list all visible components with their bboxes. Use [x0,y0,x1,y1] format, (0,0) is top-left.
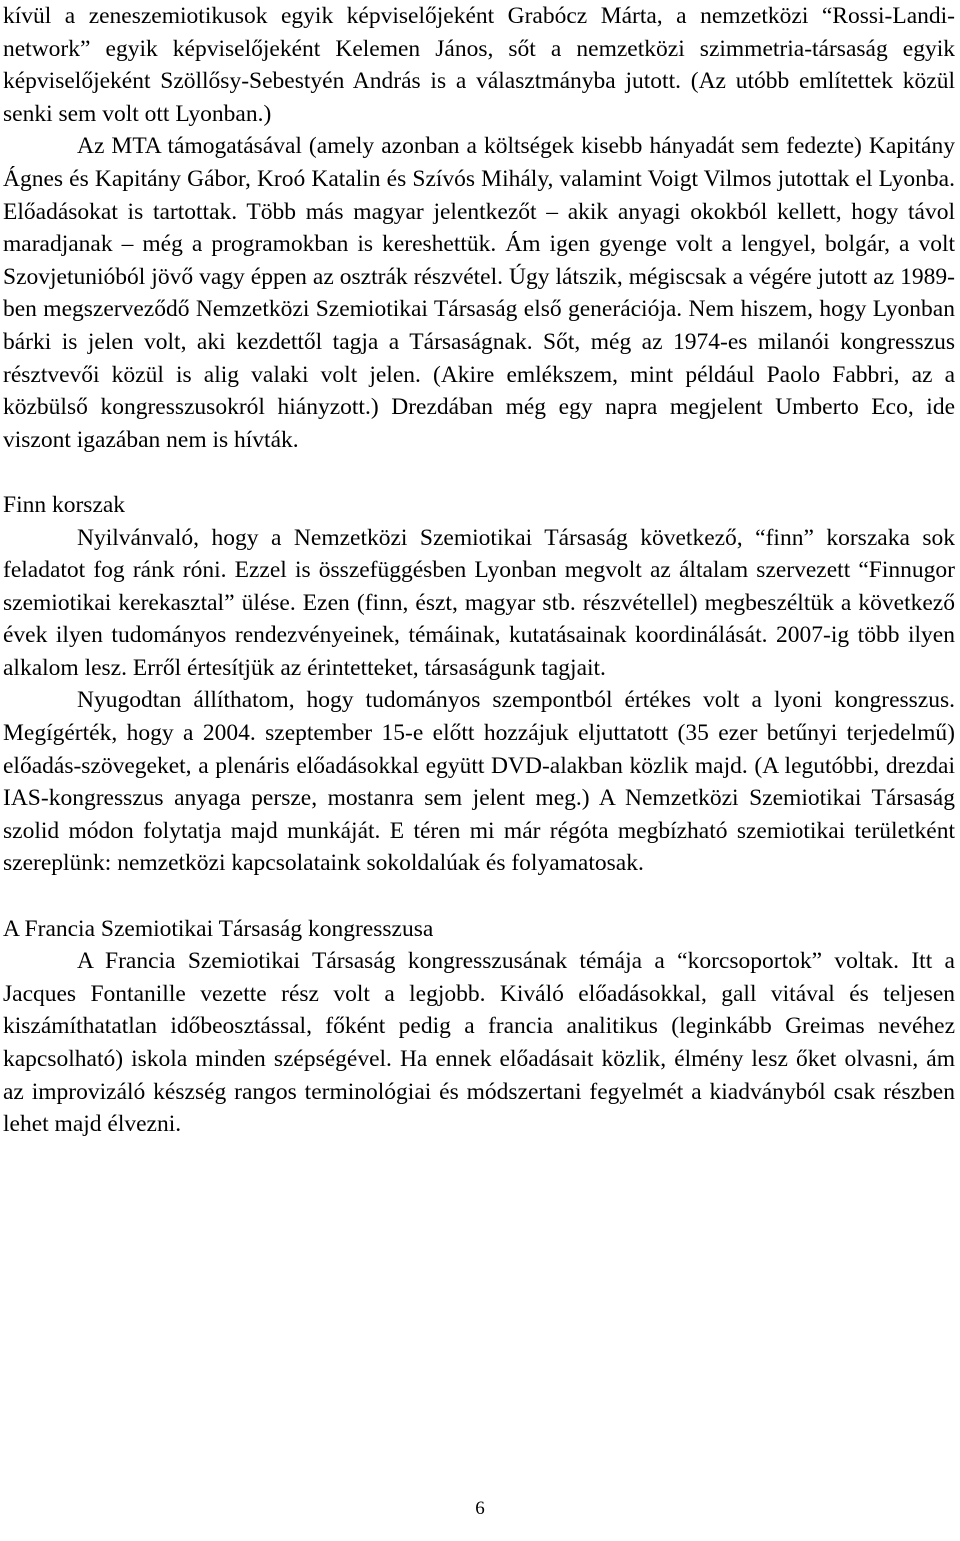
paragraph-continued-intro: kívül a zeneszemiotikusok egyik képviselőjeként Grabócz Márta, a nemzetközi “Rossi-Landi-network” egyik képviselőjeként Kelemen János, sőt a nemzetközi szimmetria-társaság egyik képviselőjeként Szöllősy-Sebestyén András is a választmányba jutott. (Az utóbb említettek közül senki sem volt ott Lyonban.) [3,3,955,127]
section-spacer [3,880,955,913]
paragraph-lyon-congress: Nyugodtan állíthatom, hogy tudományos szempontból értékes volt a lyoni kongresszus. Megígérték, hogy a 2004. szeptember 15-e előtt hozzájuk eljuttatott (35 ezer betűnyi terjedelmű) előadás-szövegeket, a plenáris előadásokkal együtt DVD-alakban közlik majd. (A legutóbbi, drezdai IAS-kongresszus anyaga persze, mostanra sem jelent meg.) A Nemzetközi Szemiotikai Társaság szolid módon folytatja majd munkáját. E téren mi már régóta megbízható szemiotikai területként szereplünk: nemzetközi kapcsolataink sokoldalúak és folyamatosak. [3,687,955,877]
section-heading-francia: A Francia Szemiotikai Társaság kongresszusa [3,915,434,942]
section-heading-finn: Finn korszak [3,491,126,518]
paragraph-mta-support: Az MTA támogatásával (amely azonban a költségek kisebb hányadát sem fedezte) Kapitány Ágnes és Kapitány Gábor, Kroó Katalin és Szívós Mihály, valamint Voigt Vilmos jutottak el Lyonba. Előadásokat is tartottak. Több más magyar jelentkezőt – akik anyagi okokból kellett, hogy távol maradjanak – még a programokban is kereshettük. Ám igen gyenge volt a lengyel, bolgár, a volt Szovjetunióból jövő vagy éppen az osztrák részvétel. Úgy látszik, mégiscsak a végére jutott az 1989-ben megszerveződő Nemzetközi Szemiotikai Társaság első generációja. Nem hiszem, hogy Lyonban bárki is jelen volt, aki kezdettől tagja a Társaságnak. Sőt, még az 1974-es milanói kongresszus résztvevői közül is alig valaki volt jelen. (Akire emlékszem, mint például Paolo Fabbri, az a közbülső kongresszusokról hiányzott.) Drezdában még egy napra megjelent Umberto Eco, ide viszont igazában nem is hívták. [3,133,955,453]
paragraph-french-congress: A Francia Szemiotikai Társaság kongresszusának témája a “korcsoportok” voltak. Itt a Jacques Fontanille vezette rész volt a legjobb. Kiváló előadásokkal, gall vitával és teljesen kiszámíthatatlan időbeosztással, főként pedig a francia analitikus (leginkább Greimas nevéhez kapcsolható) iskola minden szépségével. Ha ennek előadásait közlik, élmény lesz őket olvasni, ám az improvizáló készség rangos terminológiai és módszertani fegyelmét a kiadványból csak részben lehet majd élvezni. [3,948,955,1138]
page-number: 6 [475,1498,485,1519]
section-spacer [3,456,955,489]
paragraph-finn-era: Nyilvánvaló, hogy a Nemzetközi Szemiotikai Társaság következő, “finn” korszaka sok feladatot fog ránk róni. Ezzel is összefüggésben Lyonban megvolt az általam szervezett “Finnugor szemiotikai kerekasztal” ülése. Ezen (finn, észt, magyar stb. részvétellel) megbeszéltük a következő évek ilyen tudományos rendezvényeinek, témáinak, kutatásainak koordinálását. 2007-ig több ilyen alkalom lesz. Erről értesítjük az érintetteket, társaságunk tagjait. [3,524,955,681]
document-page [3,0,955,1141]
